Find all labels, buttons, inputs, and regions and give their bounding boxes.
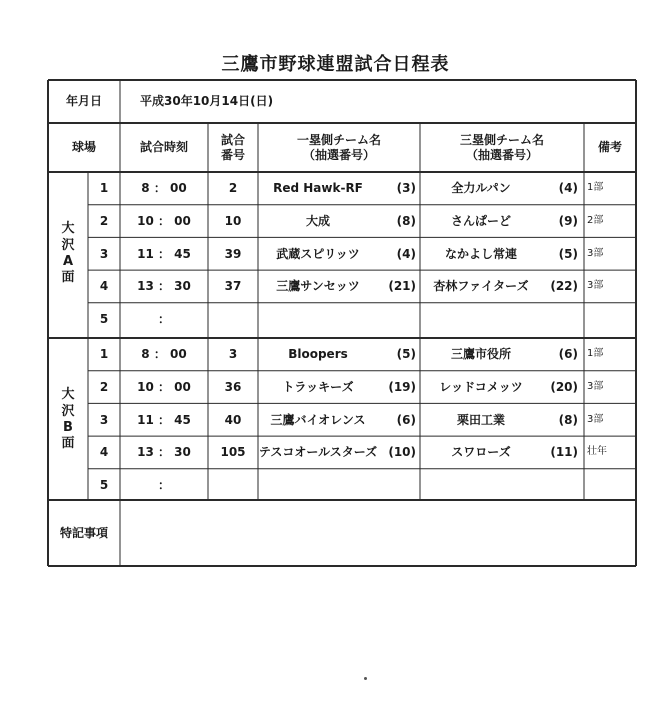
row-sequence: 1 [99, 347, 109, 362]
remarks-value: 3部 [587, 413, 604, 425]
row-sequence: 3 [99, 246, 109, 261]
third-base-lot: (6) [558, 347, 578, 362]
row-sequence: 2 [99, 213, 109, 228]
third-base-lot: (20) [550, 379, 578, 394]
third-base-team: スワローズ [451, 445, 511, 460]
row-sequence: 5 [99, 477, 109, 492]
game-number [208, 469, 258, 502]
first-base-team: Bloopers [288, 347, 348, 362]
date-value: 平成30年10月14日(日) [140, 94, 274, 109]
remarks-value: 壮年 [587, 446, 607, 458]
game-number: 36 [224, 379, 242, 394]
special-notes-label: 特記事項 [59, 525, 108, 540]
first-base-team: テスコオールスターズ [258, 445, 378, 460]
first-base-lot: (10) [388, 445, 416, 460]
remarks-value: 1部 [587, 182, 604, 194]
third-base-lot [536, 469, 578, 502]
special-notes-value [124, 500, 632, 566]
row-sequence: 2 [99, 379, 109, 394]
scan-speck [364, 677, 367, 680]
date-label: 年月日 [65, 94, 102, 109]
header-game-number: 試合 番号 [220, 133, 245, 162]
header-remarks: 備考 [597, 140, 622, 155]
header-time: 試合時刻 [139, 140, 188, 155]
first-base-lot: (19) [388, 379, 416, 394]
third-base-lot [536, 303, 578, 336]
third-base-lot: (4) [558, 181, 578, 196]
first-base-lot [374, 469, 416, 502]
first-base-lot: (4) [396, 246, 416, 261]
remarks-value: 3部 [587, 381, 604, 393]
first-base-lot: (5) [396, 347, 416, 362]
first-base-team: トラッキーズ [282, 379, 354, 394]
remarks-value: 3部 [587, 280, 604, 292]
third-base-lot: (11) [550, 445, 578, 460]
third-base-team: 三鷹市役所 [450, 347, 511, 362]
row-sequence: 4 [99, 279, 109, 294]
first-base-team [262, 303, 374, 336]
remarks-value: 1部 [587, 348, 604, 360]
first-base-team: 武蔵スピリッツ [276, 246, 360, 261]
third-base-team [426, 469, 536, 502]
third-base-lot: (22) [550, 279, 578, 294]
third-base-team: 栗田工業 [456, 412, 505, 427]
remarks-value [584, 303, 639, 336]
first-base-lot [374, 303, 416, 336]
game-number: 39 [224, 246, 242, 261]
game-time: 10 ： 00 [137, 379, 191, 394]
first-base-team: Red Hawk-RF [273, 181, 363, 196]
first-base-team: 大成 [305, 213, 330, 228]
game-time: 11 ： 45 [137, 412, 191, 427]
first-base-lot: (8) [396, 213, 416, 228]
game-time: 11 ： 45 [137, 246, 191, 261]
row-sequence: 5 [99, 311, 109, 326]
row-sequence: 3 [99, 412, 109, 427]
game-time: ： [157, 477, 170, 492]
first-base-lot: (6) [396, 412, 416, 427]
row-sequence: 1 [99, 181, 109, 196]
game-number: 40 [224, 412, 242, 427]
first-base-team: 三鷹サンセッツ [276, 279, 360, 294]
first-base-lot: (3) [396, 181, 416, 196]
first-base-team: 三鷹バイオレンス [270, 412, 366, 427]
venue-label: 大 沢 B 面 [61, 387, 75, 451]
game-time: 13 ： 30 [137, 445, 191, 460]
game-number: 37 [224, 279, 242, 294]
remarks-value [584, 469, 639, 502]
game-time: 8 ： 00 [141, 347, 187, 362]
third-base-team: なかよし常連 [444, 246, 517, 261]
game-time: 10 ： 00 [137, 213, 191, 228]
game-number [208, 303, 258, 336]
page-title: 三鷹市野球連盟試合日程表 [221, 54, 450, 75]
game-time: 8 ： 00 [141, 181, 187, 196]
first-base-team [262, 469, 374, 502]
third-base-team [426, 303, 536, 336]
venue-label: 大 沢 A 面 [61, 221, 75, 285]
header-venue: 球場 [71, 140, 96, 155]
third-base-lot: (8) [558, 412, 578, 427]
game-time: ： [157, 311, 170, 326]
third-base-team: 杏林ファイターズ [433, 279, 529, 294]
remarks-value: 3部 [587, 247, 604, 259]
third-base-lot: (5) [558, 246, 578, 261]
game-number: 10 [224, 213, 242, 228]
game-number: 3 [228, 347, 238, 362]
first-base-lot: (21) [388, 279, 416, 294]
game-time: 13 ： 30 [137, 279, 191, 294]
row-sequence: 4 [99, 445, 109, 460]
game-number: 2 [228, 181, 238, 196]
game-number: 105 [220, 445, 246, 460]
header-first-base-team: 一塁側チーム名 （抽選番号） [296, 133, 381, 162]
third-base-lot: (9) [558, 213, 578, 228]
header-third-base-team: 三塁側チーム名 （抽選番号） [459, 133, 544, 162]
third-base-team: レッドコメッツ [439, 379, 523, 394]
third-base-team: さんぱーど [450, 213, 511, 228]
remarks-value: 2部 [587, 215, 604, 227]
third-base-team: 全力ルパン [451, 181, 511, 196]
